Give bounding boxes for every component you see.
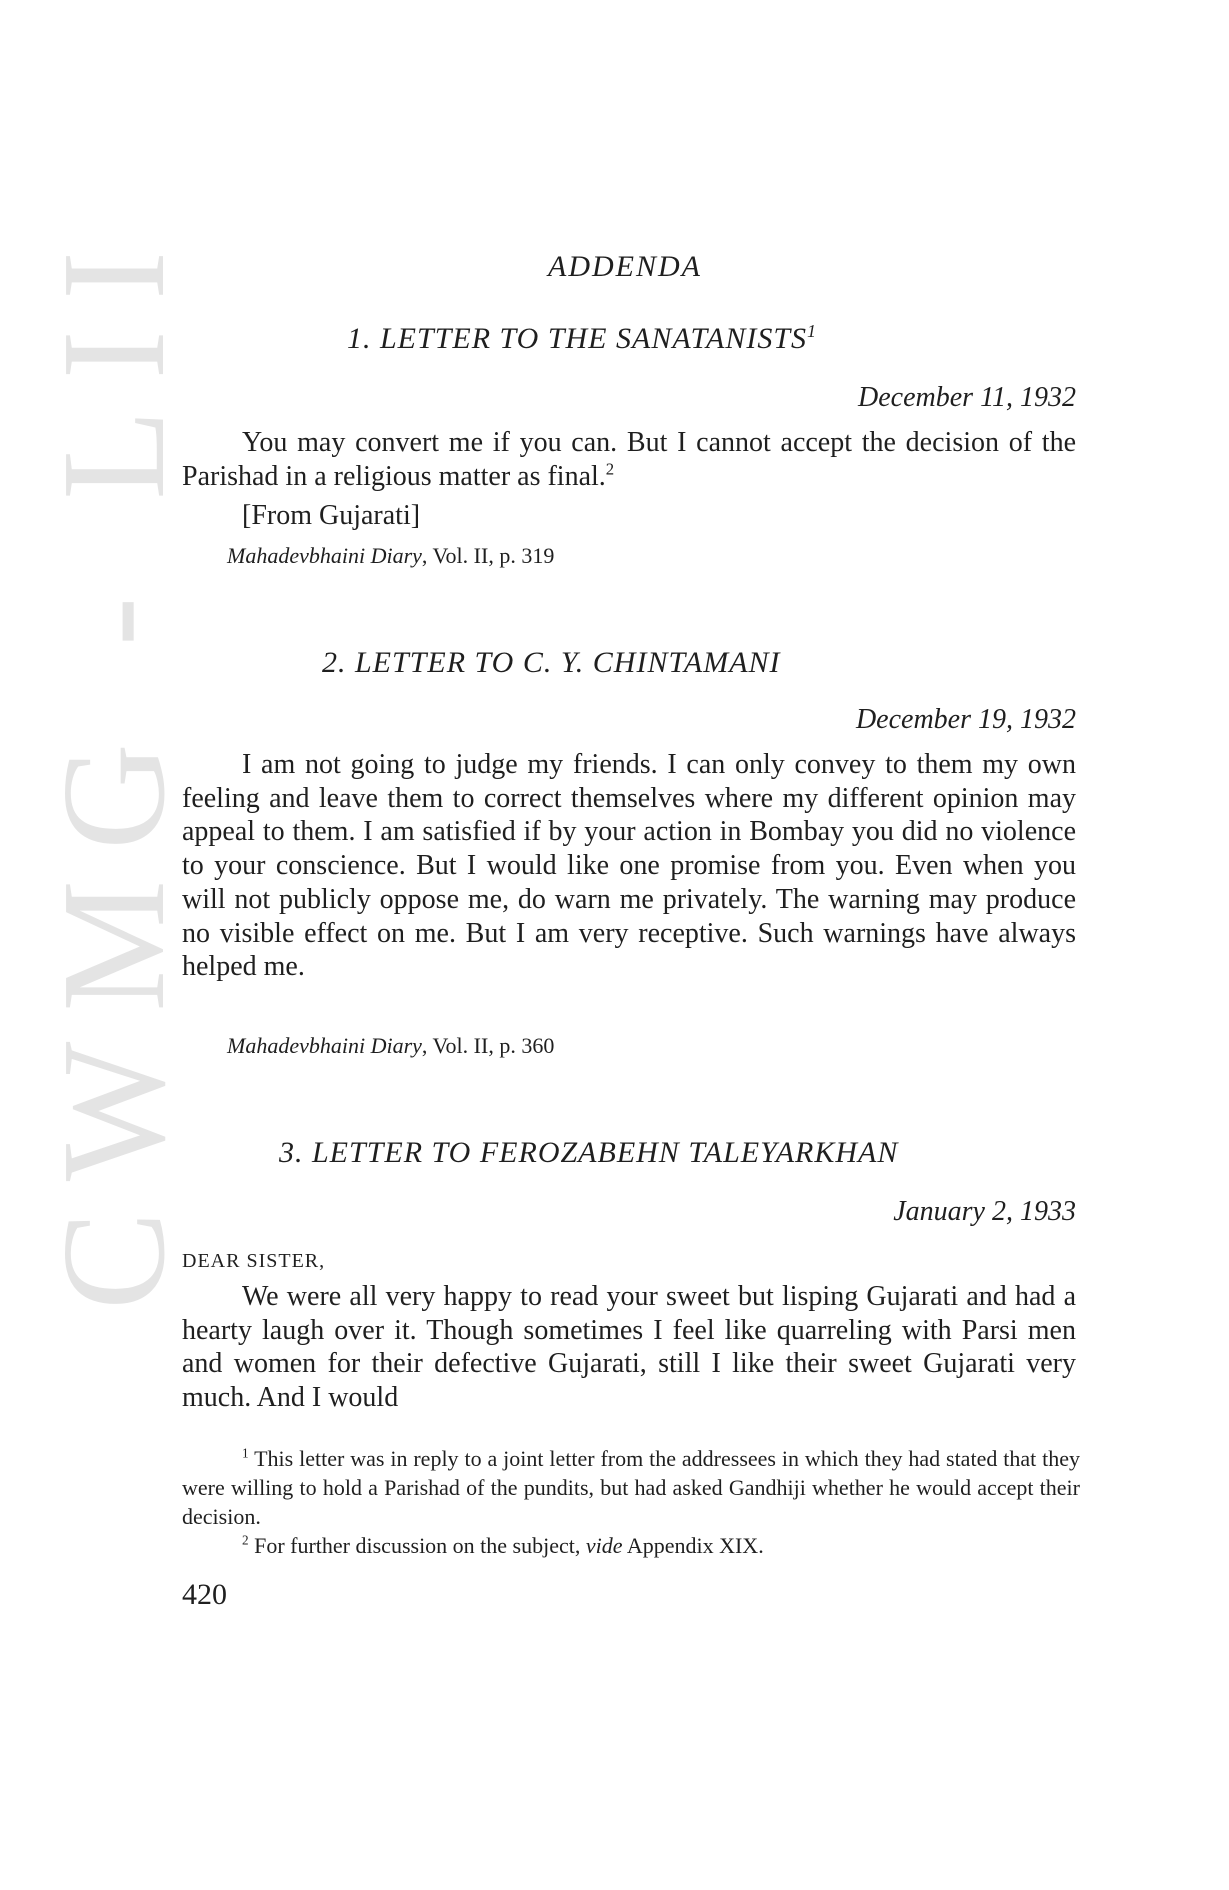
- footnote-1-text: This letter was in reply to a joint letter from the addressees in which they had stated that they were willing to hold a Parishad of the pundits, but had asked Gandhiji whether he would accept their decision.: [182, 1446, 1080, 1529]
- watermark: CWMG - LII: [32, 220, 196, 1310]
- letter-2-heading: 2. LETTER TO C. Y. CHINTAMANI: [322, 646, 781, 679]
- letter-1-heading-text: 1. LETTER TO THE SANATANISTS: [347, 322, 808, 355]
- letter-1-heading: [347, 322, 817, 356]
- footnote-2: [182, 1531, 1080, 1560]
- letter-2-body-text: I am not going to judge my friends. I can only convey to them my own feeling and leave them to correct themselves where my different opinion may appeal to them. I am satisfied if by your action in Bombay you did no violence to your conscience. But I would like one promise from you. Even when you will not publicly oppose me, do warn me privately. The warning may produce no visible effect on me. But I am very receptive. Such warnings have always helped me.: [182, 749, 1076, 983]
- letter-2-date: December 19, 1932: [855, 704, 1076, 735]
- letter-3-date: January 2, 1933: [893, 1196, 1076, 1227]
- footnote-2-text-italic: vide: [585, 1533, 623, 1558]
- footnote-2-text-before: For further discussion on the subject,: [254, 1533, 586, 1558]
- page-number: 420: [182, 1578, 227, 1611]
- letter-1-source: [227, 543, 554, 569]
- letter-3-body: [182, 1280, 1076, 1415]
- letter-3-heading: 3. LETTER TO FEROZABEHN TALEYARKHAN: [279, 1136, 899, 1169]
- footnotes: [182, 1444, 1080, 1560]
- letter-3-salutation: DEAR SISTER,: [182, 1250, 326, 1272]
- section-title: ADDENDA: [548, 250, 702, 283]
- letter-1-source-rest: , Vol. II, p. 319: [421, 543, 555, 568]
- letter-1-language-note: [From Gujarati]: [242, 500, 421, 531]
- letter-2-source-title: Mahadevbhaini Diary: [227, 1033, 422, 1058]
- letter-2-source-rest: , Vol. II, p. 360: [421, 1033, 555, 1058]
- footnote-1: [182, 1444, 1080, 1531]
- letter-1-source-title: Mahadevbhaini Diary: [227, 543, 422, 568]
- footnote-2-text-after: Appendix XIX.: [622, 1533, 764, 1558]
- letter-3-body-text: We were all very happy to read your sweet but lisping Gujarati and had a hearty laugh over it. Though sometimes I feel like quarreling with Parsi men and women for their defective Gujarati, still I like their sweet Gujarati very much. And I would: [182, 1281, 1076, 1414]
- footnote-1-mark: 1: [242, 1445, 249, 1461]
- letter-2-body: [182, 748, 1076, 984]
- footnote-2-mark: 2: [242, 1532, 249, 1548]
- letter-1-date: December 11, 1932: [858, 382, 1076, 413]
- footnote-ref-2: 2: [605, 459, 615, 479]
- footnote-ref-1: 1: [807, 321, 818, 341]
- letter-2-source: [227, 1033, 554, 1059]
- letter-1-body-text: You may convert me if you can. But I cannot accept the decision of the Parishad in a religious matter as final.: [182, 427, 1076, 492]
- letter-1-body: [182, 426, 1076, 493]
